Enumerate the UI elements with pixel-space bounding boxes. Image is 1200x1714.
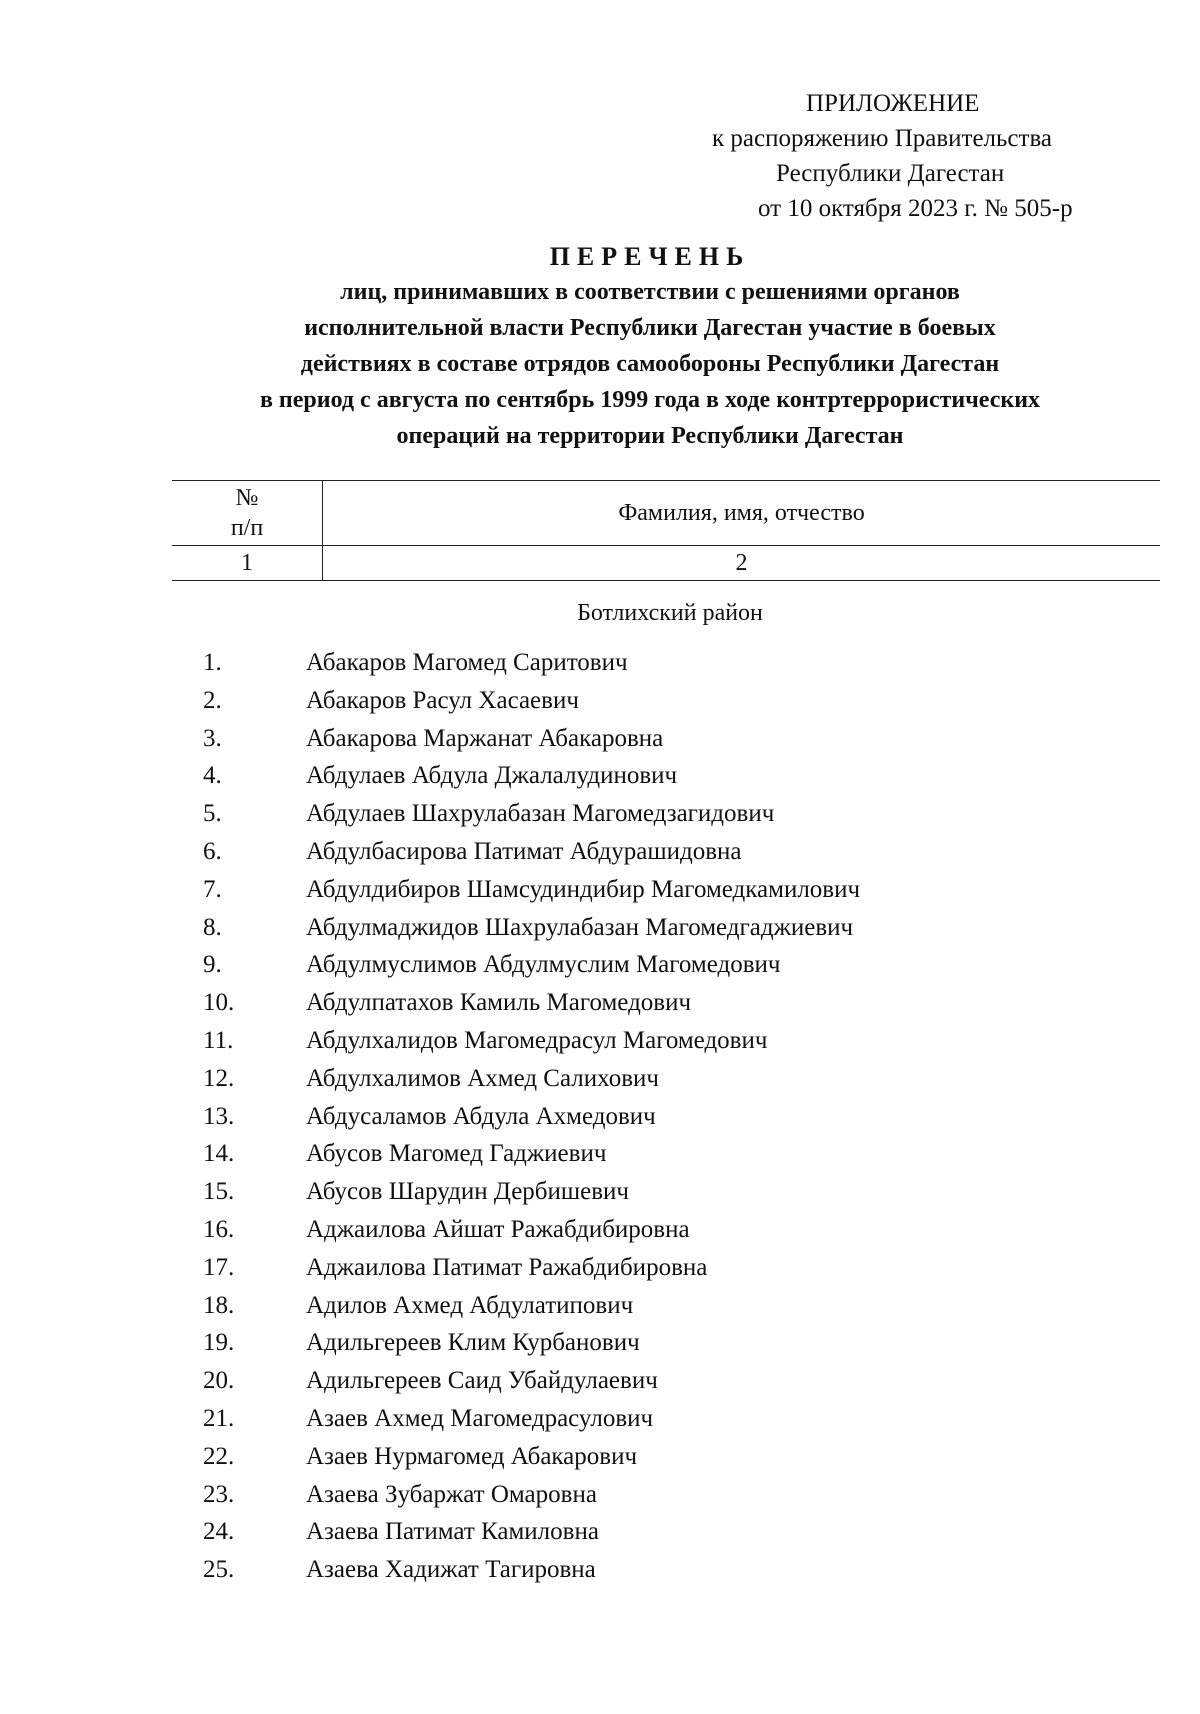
appendix-block xyxy=(640,86,1160,226)
appendix-heading: ПРИЛОЖЕНИЕ xyxy=(806,90,980,117)
entry-number: 6. xyxy=(203,837,222,865)
entry-name: Абдулаев Шахрулабазан Магомедзагидович xyxy=(306,800,775,828)
list-item xyxy=(0,833,1200,871)
entry-name: Абдусаламов Абдула Ахмедович xyxy=(306,1102,656,1130)
entry-name: Абдулпатахов Камиль Магомедович xyxy=(306,989,692,1017)
entry-number: 12. xyxy=(203,1064,235,1092)
entry-number: 20. xyxy=(203,1367,235,1395)
subtitle-line: лиц, принимавших в соответствии с решениями органов xyxy=(340,279,960,305)
entry-number: 15. xyxy=(203,1178,235,1206)
entry-number: 10. xyxy=(203,989,235,1017)
entry-number: 16. xyxy=(203,1215,235,1243)
appendix-date: от 10 октября 2023 г. № 505-р xyxy=(758,195,1073,222)
entry-number: 11. xyxy=(203,1026,234,1054)
list-item xyxy=(0,1400,1200,1438)
list-item xyxy=(0,1551,1200,1589)
entry-name: Абдулаев Абдула Джалалудинович xyxy=(306,762,678,790)
entry-name: Азаева Зубаржат Омаровна xyxy=(306,1480,597,1508)
entry-name: Азаева Патимат Камиловна xyxy=(306,1518,599,1546)
list-item xyxy=(0,1135,1200,1173)
entry-name: Абакаров Магомед Саритович xyxy=(306,649,628,676)
entry-name: Азаев Нурмагомед Абакарович xyxy=(306,1442,638,1470)
entry-number: 1. xyxy=(203,649,222,676)
document-subtitle xyxy=(150,274,1150,454)
entry-name: Абакаров Расул Хасаевич xyxy=(306,686,579,714)
entry-name: Азаев Ахмед Магомедрасулович xyxy=(306,1404,654,1432)
list-item xyxy=(0,1022,1200,1060)
subtitle-line: операций на территории Республики Дагестан xyxy=(396,423,904,449)
entry-number: 24. xyxy=(203,1518,235,1546)
subtitle-line: действиях в составе отрядов самообороны Республики Дагестан xyxy=(300,351,1000,377)
entry-name: Абдулбасирова Патимат Абдурашидовна xyxy=(306,837,742,865)
entry-number: 18. xyxy=(203,1291,235,1319)
list-item xyxy=(0,1438,1200,1476)
list-item xyxy=(0,720,1200,758)
list-item xyxy=(0,1362,1200,1400)
entry-name: Адильгереев Клим Курбанович xyxy=(306,1329,640,1357)
document-title: ПЕРЕЧЕНЬ xyxy=(549,242,751,271)
entry-name: Адилов Ахмед Абдулатипович xyxy=(306,1291,634,1319)
list-item xyxy=(0,644,1200,682)
header-name-cell: Фамилия, имя, отчество xyxy=(323,481,1161,546)
list-item xyxy=(0,795,1200,833)
entry-name: Абдулмуслимов Абдулмуслим Магомедович xyxy=(306,951,781,979)
entry-name: Абдулхалимов Ахмед Салихович xyxy=(306,1064,659,1092)
list-item xyxy=(0,871,1200,909)
header-number-cell xyxy=(172,481,323,546)
list-item xyxy=(0,909,1200,947)
entry-name: Аджаилова Патимат Ражабдибировна xyxy=(306,1253,708,1281)
entry-number: 5. xyxy=(203,800,222,828)
entry-number: 3. xyxy=(203,724,222,752)
entry-number: 19. xyxy=(203,1329,235,1357)
list-item xyxy=(0,1249,1200,1287)
entry-number: 17. xyxy=(203,1253,235,1281)
appendix-line: Республики Дагестан xyxy=(776,160,1005,187)
list-header-table xyxy=(172,480,1160,581)
header-number-label: п/п xyxy=(230,515,264,541)
entry-name: Аджаилова Айшат Ражабдибировна xyxy=(306,1215,690,1243)
list-item xyxy=(0,984,1200,1022)
entry-number: 21. xyxy=(203,1404,235,1432)
entry-number: 14. xyxy=(203,1140,235,1168)
list-item xyxy=(0,1060,1200,1098)
entries-list xyxy=(0,644,1200,1589)
entry-name: Абдулмаджидов Шахрулабазан Магомедгаджиевич xyxy=(306,913,854,941)
header-number-sign: № xyxy=(235,485,259,511)
column-index-1: 1 xyxy=(172,546,323,581)
entry-name: Абакарова Маржанат Абакаровна xyxy=(306,724,664,752)
entry-number: 7. xyxy=(203,875,222,903)
entry-number: 23. xyxy=(203,1480,235,1508)
list-item xyxy=(0,1287,1200,1325)
entry-name: Абдулхалидов Магомедрасул Магомедович xyxy=(306,1026,768,1054)
appendix-line: к распоряжению Правительства xyxy=(712,125,1053,152)
list-item xyxy=(0,946,1200,984)
entry-number: 25. xyxy=(203,1556,235,1584)
entry-number: 4. xyxy=(203,762,222,790)
entry-number: 2. xyxy=(203,686,222,714)
list-item xyxy=(0,1098,1200,1136)
column-index-2: 2 xyxy=(323,546,1161,581)
entry-number: 9. xyxy=(203,951,222,979)
entry-name: Адильгереев Саид Убайдулаевич xyxy=(306,1367,658,1395)
list-item xyxy=(0,1173,1200,1211)
subtitle-line: исполнительной власти Республики Дагестан участие в боевых xyxy=(304,315,996,341)
list-item xyxy=(0,682,1200,720)
list-item xyxy=(0,1324,1200,1362)
list-item xyxy=(0,757,1200,795)
entry-number: 22. xyxy=(203,1442,235,1470)
entry-name: Абдулдибиров Шамсудиндибир Магомедкамилович xyxy=(306,875,861,903)
list-item xyxy=(0,1513,1200,1551)
entry-name: Азаева Хадижат Тагировна xyxy=(306,1556,596,1584)
entry-number: 13. xyxy=(203,1102,235,1130)
list-item xyxy=(0,1211,1200,1249)
list-item xyxy=(0,1476,1200,1514)
subtitle-line: в период с августа по сентябрь 1999 года в ходе контртеррористических xyxy=(259,387,1041,413)
entry-name: Абусов Магомед Гаджиевич xyxy=(306,1140,607,1168)
entry-number: 8. xyxy=(203,913,222,941)
entry-name: Абусов Шарудин Дербишевич xyxy=(306,1178,629,1206)
district-heading: Ботлихский район xyxy=(577,600,763,626)
